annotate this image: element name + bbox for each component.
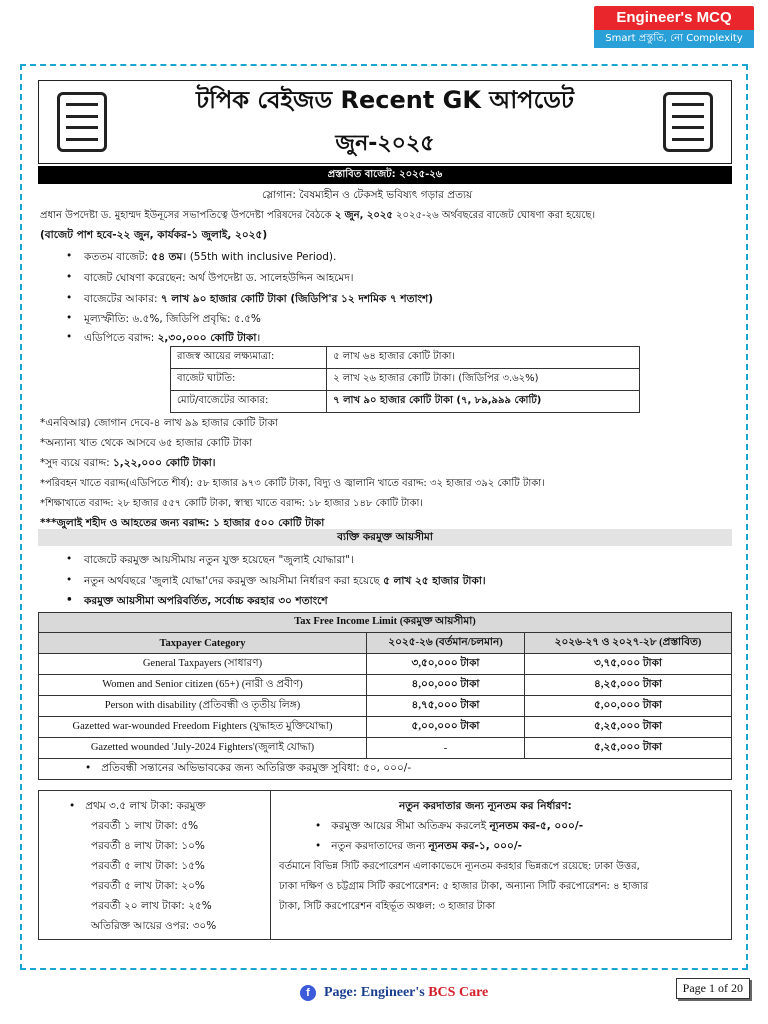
list-item: • প্রথম ৩.৫ লাখ টাকা: করমুক্ত [69,800,206,812]
table-cell: ৫,০০,০০০ টাকা [367,717,525,738]
table-row [39,696,732,717]
table-cell: বাজেট ঘাটতি: [171,369,327,391]
budget-note: *অন্যান্য খাত থেকে আসবে ৬৫ হাজার কোটি টাকা [40,437,253,449]
table-cell: ৫,০০,০০০ টাকা [525,696,732,717]
table-cell: Gazetted war-wounded Freedom Fighters (যুদ্ধাহত মুক্তিযোদ্ধা) [39,717,367,738]
budget-pass-date: (বাজেট পাশ হবে-২২ জুন, কার্যকর-১ জুলাই, ২০২৫) [40,229,268,241]
table-cell: ৭ লাখ ৯০ হাজার কোটি টাকা (৭, ৮৯,৯৯৯ কোটি) [327,391,640,413]
budget-bullet: • এডিপিতে বরাদ্দ: ২,৩০,০০০ কোটি টাকা। [84,331,260,348]
table-row [171,369,640,391]
tax-bullet: • নতুন অর্থবছরে 'জুলাই যোদ্ধা'দের করমুক্ত আয়সীমা নির্ধারণ করা হয়েছে ৫ লাখ ২৫ হাজার টাকা। [84,574,486,591]
table-cell: ৫,২৫,০০০ টাকা [525,738,732,759]
tax-bullet: • করমুক্ত আয়সীমা অপরিবর্তিত, সর্বোচ্চ করহার ৩০ শতাংশে [84,594,328,611]
list-item: • নতুন করদাতাদের জন্য ন্যূনতম কর-১, ০০০/- [315,840,523,852]
min-tax-title: নতুন করদাতার জন্য ন্যূনতম কর নির্ধারণ: [399,800,572,812]
logo-title: Engineer's MCQ [594,6,754,30]
page-title: টপিক বেইজড Recent GK আপডেট [196,85,574,114]
table-cell: ৪,০০,০০০ টাকা [367,675,525,696]
bottom-box [38,790,732,940]
budget-intro: প্রধান উপদেষ্টা ড. মুহাম্মদ ইউনূসের সভাপতিত্বে উপদেষ্টা পরিষদের বৈঠকে ২ জুন, ২০২৫ ২০২৫-২৬ অর্থবছরের বাজেট ঘোষণা করা হয়েছে। [40,210,596,221]
table-row [39,675,732,696]
list-item: অতিরিক্ত আয়ের ওপর: ৩০% [91,920,217,932]
list-item: পরবর্তী ৪ লাখ টাকা: ১০% [91,840,205,852]
logo-tagline: Smart প্রস্তুতি, নো Complexity [594,30,754,48]
page-number: Page 1 of 20 [676,978,750,999]
table-title-row [39,613,732,633]
list-item: পরবর্তী ৫ লাখ টাকা: ২০% [91,880,205,892]
facebook-icon: f [300,985,316,1001]
budget-bullet: • বাজেটের আকার: ৭ লাখ ৯০ হাজার কোটি টাকা (জিডিপি'র ১২ দশমিক ৭ শতাংশ) [84,292,433,309]
budget-title-bar: প্রস্তাবিত বাজেট: ২০২৫-২৬ [38,166,732,184]
table-title: Tax Free Income Limit (করমুক্ত আয়সীমা) [39,613,732,633]
budget-summary-table [170,346,640,413]
checklist-icon [57,92,107,152]
column-header: ২০২৫-২৬ (বর্তমান/চলমান) [367,633,525,654]
budget-slogan: স্লোগান: বৈষম্যহীন ও টেকসই ভবিষ্যৎ গড়ার প্রত্যয় [262,189,473,201]
table-row [39,759,732,780]
budget-note: *সুদ ব্যয়ে বরাদ্দ: ১,২২,০০০ কোটি টাকা। [40,457,216,469]
budget-bullet: • বাজেট ঘোষণা করেছেন: অর্থ উপদেষ্টা ড. সালেহউদ্দিন আহমেদ। [84,271,353,288]
budget-bullet: • কততম বাজেট: ৫৪ তম। (55th with inclusive Period). [84,250,336,267]
brand-logo [594,6,754,50]
min-tax-para: বর্তমানে বিভিন্ন সিটি করপোরেশন এলাকাভেদে ন্যূনতম করহার ভিন্নরূপে রয়েছে: ঢাকা উত্তর, [279,861,640,872]
table-cell: General Taxpayers (সাধারণ) [39,654,367,675]
list-item: পরবর্তী ৫ লাখ টাকা: ১৫% [91,860,205,872]
tax-slab-list [39,791,271,939]
list-item: পরবর্তী ১ লাখ টাকা: ৫% [91,820,199,832]
table-cell: ৫,২৫,০০০ টাকা [525,717,732,738]
list-item: • করমুক্ত আয়ের সীমা অতিক্রম করলেই ন্যূনতম কর-৫, ০০০/- [315,820,584,832]
table-cell: ৩,৫০,০০০ টাকা [367,654,525,675]
table-cell: ৪,৭৫,০০০ টাকা [367,696,525,717]
table-cell: - [367,738,525,759]
table-cell: Gazetted wounded 'July-2024 Fighters'(জুলাই যোদ্ধা) [39,738,367,759]
table-cell: ২ লাখ ২৬ হাজার কোটি টাকা। (জিডিপির ৩.৬২%) [327,369,640,391]
table-cell: Person with disability (প্রতিবন্ধী ও তৃতীয় লিঙ্গ) [39,696,367,717]
checklist-icon [663,92,713,152]
table-cell: ৫ লাখ ৬৪ হাজার কোটি টাকা। [327,347,640,369]
min-tax-para: টাকা, সিটি করপোরেশন বহির্ভূত অঞ্চল: ৩ হাজার টাকা [279,901,496,912]
column-header: Taxpayer Category [39,633,367,654]
tax-bullet: • বাজেটে করমুক্ত আয়সীমায় নতুন যুক্ত হয়েছেন "জুলাই যোদ্ধারা"। [84,553,354,570]
table-row [39,717,732,738]
table-cell: রাজস্ব আয়ের লক্ষ্যমাত্রা: [171,347,327,369]
table-footnote: • প্রতিবন্ধী সন্তানের অভিভাবকের জন্য অতিরিক্ত করমুক্ত সুবিধা: ৫০, ০০০/- [39,759,732,780]
table-cell: মোট/বাজেটের আকার: [171,391,327,413]
table-cell: Women and Senior citizen (65+) (নারী ও প্রবীণ) [39,675,367,696]
header-box [38,80,732,164]
page-subtitle: জুন-২০২৫ [335,130,435,156]
budget-note: *শিক্ষাখাতে বরাদ্দ: ২৮ হাজার ৫৫৭ কোটি টাকা, স্বাস্থ্য খাতে বরাদ্দ: ১৮ হাজার ১৪৮ কোটি টাকা। [40,498,423,509]
footer-page-link[interactable]: f Page: Engineer's BCS Care [300,985,488,1001]
list-item: পরবর্তী ২০ লাখ টাকা: ২৫% [91,900,212,912]
tax-free-limit-table [38,612,732,780]
table-cell: ৪,২৫,০০০ টাকা [525,675,732,696]
budget-note: *পরিবহন খাতে বরাদ্দ(এডিপিতে শীর্ষ): ৫৮ হাজার ৯৭৩ কোটি টাকা, বিদ্যু ও জ্বালানি খাতে বরাদ্দ: ৩২ হাজার ৩৯২ কোটি টাকা। [40,478,545,489]
budget-note: ***জুলাই শহীদ ও আহতের জন্য বরাদ্দ: ১ হাজার ৫০০ কোটি টাকা [40,517,325,529]
table-row [39,654,732,675]
budget-bullet: • মূল্যস্ফীতি: ৬.৫%, জিডিপি প্রবৃদ্ধি: ৫.৫% [84,312,261,329]
column-header: ২০২৬-২৭ ও ২০২৭-২৮ (প্রস্তাবিত) [525,633,732,654]
table-row [39,738,732,759]
table-row [171,347,640,369]
min-tax-panel [271,791,731,939]
table-row [171,391,640,413]
table-header-row [39,633,732,654]
tax-section-title: ব্যক্তি করমুক্ত আয়সীমা [38,529,732,546]
budget-note: *এনবিআর) জোগান দেবে-৪ লাখ ৯৯ হাজার কোটি টাকা [40,417,278,429]
min-tax-para: ঢাকা দক্ষিণ ও চট্টগ্রাম সিটি করপোরেশন: ৫ হাজার টাকা, অন্যান্য সিটি করপোরেশন: ৪ হাজার [279,881,649,892]
table-cell: ৩,৭৫,০০০ টাকা [525,654,732,675]
